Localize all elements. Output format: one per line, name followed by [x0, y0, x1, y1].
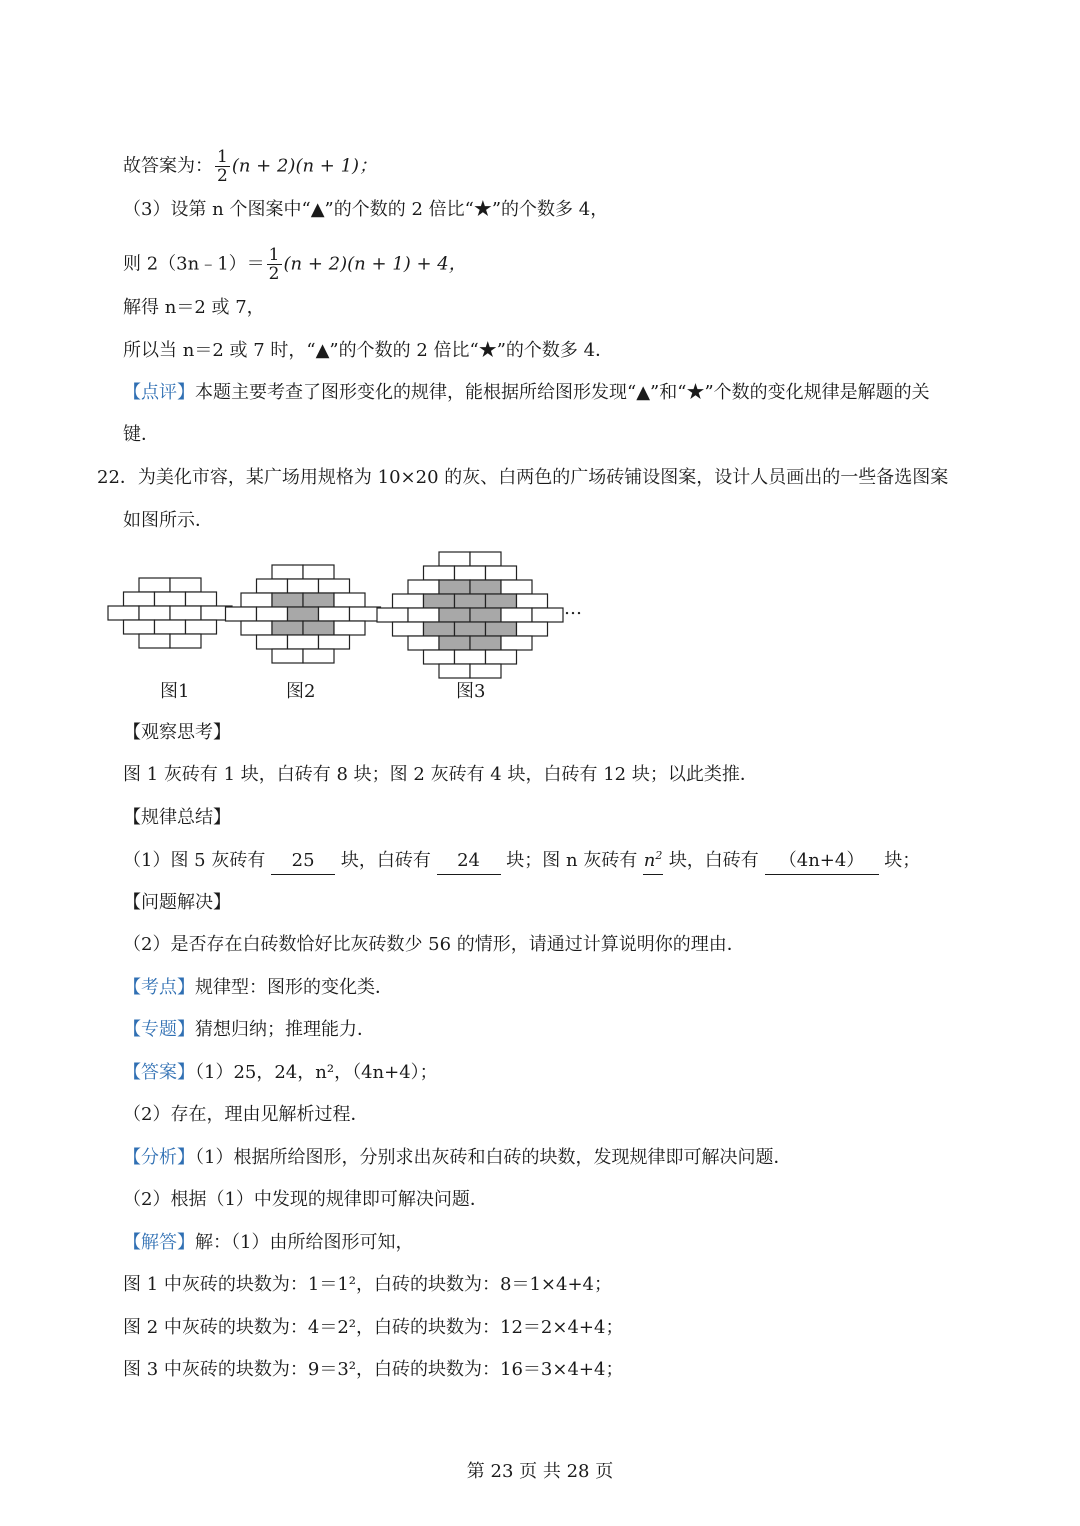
figure-3-white-brick	[408, 580, 439, 594]
figure-3-white-brick	[455, 650, 486, 664]
part3-conclusion: 所以当 n＝2 或 7 时，“▲”的个数的 2 倍比“★”的个数多 4．	[123, 340, 614, 361]
figure-3-white-brick	[470, 552, 501, 566]
figure-2-white-brick	[241, 621, 272, 635]
figure-3-gray-brick	[424, 594, 455, 608]
figure-3-gray-brick	[439, 636, 470, 650]
figure-2-white-brick	[272, 649, 303, 663]
rule-question-1	[123, 848, 920, 875]
figure-1-white-brick	[170, 634, 201, 648]
kaodian-text: 规律型：图形的变化类．	[195, 977, 393, 998]
observe-title: 【观察思考】	[123, 722, 231, 743]
figure-2-white-brick	[257, 607, 288, 621]
figure-3-white-brick	[377, 608, 408, 622]
figure-2-white-brick	[272, 565, 303, 579]
figure-2-white-brick	[303, 565, 334, 579]
figure-1-white-brick	[139, 634, 170, 648]
part3-solution: 解得 n＝2 或 7，	[123, 297, 265, 318]
figure-1-white-brick	[170, 578, 201, 592]
figure-3-gray-brick	[455, 594, 486, 608]
figure-1-white-brick	[155, 620, 186, 634]
figure-3-white-brick	[501, 636, 532, 650]
kaodian-line	[123, 975, 393, 1001]
rule-part-3: 块；图 n 灰砖有	[506, 850, 638, 871]
figure-1-count-line: 图 1 中灰砖的块数为：1＝1²，白砖的块数为：8＝1×4+4；	[123, 1274, 612, 1295]
problem-text: （2）是否存在白砖数恰好比灰砖数少 56 的情形，请通过计算说明你的理由．	[123, 934, 745, 955]
page-footer: 第 23 页 共 28 页	[466, 1461, 614, 1482]
figure-2-white-brick	[334, 593, 365, 607]
kaodian-tag: 【考点】	[123, 977, 195, 998]
figure-2-white-brick	[350, 607, 381, 621]
figure-3-white-brick	[532, 608, 563, 622]
answer-prefix: 故答案为：	[123, 155, 213, 177]
fraction-numerator: 1	[217, 147, 228, 167]
part3-setup: （3）设第 n 个图案中“▲”的个数的 2 倍比“★”的个数多 4，	[123, 199, 609, 220]
figure-2-white-brick	[319, 579, 350, 593]
figure-3-white-brick	[439, 552, 470, 566]
analysis-tag: 【分析】	[123, 1147, 195, 1168]
answer-text: （1）25，24，n²，（4n+4）；	[195, 1062, 438, 1083]
figure-2-white-brick	[288, 635, 319, 649]
figure-1-white-brick	[155, 592, 186, 606]
comment-continuation: 键．	[123, 424, 159, 445]
figure-3-white-brick	[424, 566, 455, 580]
rule-part-2: 块，白砖有	[340, 850, 431, 871]
figure-3-gray-brick	[455, 622, 486, 636]
solve-line	[123, 1230, 413, 1256]
answer-n: n	[643, 850, 656, 871]
equation-prefix: 则 2（3n﹣1）＝	[123, 253, 265, 275]
solve-text: 解：（1）由所给图形可知，	[195, 1232, 414, 1253]
problem-title: 【问题解决】	[123, 892, 231, 913]
figure-1-white-brick	[108, 606, 139, 620]
figure-3-count-line: 图 3 中灰砖的块数为：9＝3²，白砖的块数为：16＝3×4+4；	[123, 1359, 624, 1380]
exponent-two: 2	[655, 849, 663, 862]
rule-title: 【规律总结】	[123, 807, 231, 828]
figure-3-white-brick	[501, 580, 532, 594]
figure-3-white-brick	[393, 594, 424, 608]
figure-2-gray-brick	[272, 621, 303, 635]
zhuanti-line	[123, 1017, 375, 1043]
figure-2-white-brick	[241, 593, 272, 607]
figure-3-white-brick	[486, 650, 517, 664]
figure-3-gray-brick	[439, 608, 470, 622]
answer-blank-gray-5: 25	[271, 848, 335, 875]
answer-line-2: （2）存在，理由见解析过程．	[123, 1104, 369, 1125]
figure-1-white-brick	[170, 606, 201, 620]
figure-2-white-brick	[257, 635, 288, 649]
figure-1-caption: 图1	[160, 681, 190, 702]
figure-3-white-brick	[501, 608, 532, 622]
figure-1-white-brick	[124, 620, 155, 634]
figure-3-gray-brick	[470, 608, 501, 622]
figure-3-white-brick	[424, 650, 455, 664]
answer-tag: 【答案】	[123, 1062, 195, 1083]
figure-2-white-brick	[226, 607, 257, 621]
figure-2-white-brick	[303, 649, 334, 663]
observe-text: 图 1 灰砖有 1 块，白砖有 8 块；图 2 灰砖有 4 块，白砖有 12 块；以此类推．	[123, 764, 758, 785]
figure-3-gray-brick	[424, 622, 455, 636]
figure-2-gray-brick	[303, 593, 334, 607]
figure-2-gray-brick	[303, 621, 334, 635]
fraction-denominator: 2	[268, 264, 280, 284]
figure-3-white-brick	[486, 566, 517, 580]
figure-3-gray-brick	[486, 594, 517, 608]
figure-1-white-brick	[139, 578, 170, 592]
comment-tag: 【点评】	[123, 382, 195, 403]
answer-blank-white-n: （4n+4）	[765, 848, 879, 875]
figure-2-caption: 图2	[286, 681, 316, 702]
solve-tag: 【解答】	[123, 1232, 195, 1253]
figure-2-gray-brick	[288, 607, 319, 621]
figure-1-white-brick	[124, 592, 155, 606]
answer-blank-white-5: 24	[437, 848, 501, 875]
answer-expression: (n + 2)(n + 1)；	[231, 155, 378, 177]
figure-2-white-brick	[257, 579, 288, 593]
figure-2-white-brick	[319, 607, 350, 621]
analysis-line-2: （2）根据（1）中发现的规律即可解决问题．	[123, 1189, 488, 1210]
figure-3-white-brick	[517, 622, 548, 636]
figure-3-white-brick	[455, 566, 486, 580]
figure-3-gray-brick	[439, 580, 470, 594]
figure-3-white-brick	[517, 594, 548, 608]
figure-1-white-brick	[139, 606, 170, 620]
fraction-numerator: 1	[268, 245, 280, 265]
answer-line	[123, 1060, 438, 1086]
rule-part-1: （1）图 5 灰砖有	[123, 850, 266, 871]
question-22-line-1: 22．为美化市容，某广场用规格为 10×20 的灰、白两色的广场砖铺设图案，设计人员画出的一些备选图案	[97, 467, 949, 488]
figures-ellipsis: …	[564, 598, 582, 619]
comment-text: 本题主要考查了图形变化的规律，能根据所给图形发现“▲”和“★”个数的变化规律是解题的关	[195, 382, 930, 403]
figure-2-white-brick	[319, 635, 350, 649]
figure-3-gray-brick	[470, 580, 501, 594]
figure-3-white-brick	[470, 664, 501, 678]
figure-2-gray-brick	[272, 593, 303, 607]
analysis-line	[123, 1145, 791, 1171]
zhuanti-text: 猜想归纳；推理能力．	[195, 1019, 375, 1040]
figure-3-white-brick	[408, 636, 439, 650]
zhuanti-tag: 【专题】	[123, 1019, 195, 1040]
figure-3-caption: 图3	[456, 681, 486, 702]
figure-2-count-line: 图 2 中灰砖的块数为：4＝2²，白砖的块数为：12＝2×4+4；	[123, 1317, 624, 1338]
rule-part-5: 块；	[884, 850, 921, 871]
figure-2-white-brick	[288, 579, 319, 593]
analysis-text: （1）根据所给图形，分别求出灰砖和白砖的块数，发现规律即可解决问题．	[195, 1147, 792, 1168]
figure-3-white-brick	[393, 622, 424, 636]
answer-blank-gray-n	[643, 848, 663, 875]
figure-3-gray-brick	[486, 622, 517, 636]
figure-2-white-brick	[334, 621, 365, 635]
figure-3-white-brick	[439, 664, 470, 678]
question-22-line-2: 如图所示．	[123, 510, 213, 531]
rule-part-4: 块，白砖有	[668, 850, 759, 871]
figure-3-gray-brick	[470, 636, 501, 650]
figure-1-white-brick	[186, 620, 217, 634]
fraction-denominator: 2	[217, 166, 228, 186]
figure-1-white-brick	[186, 592, 217, 606]
equation-expression: (n + 2)(n + 1) + 4，	[283, 253, 467, 275]
figure-3-white-brick	[408, 608, 439, 622]
